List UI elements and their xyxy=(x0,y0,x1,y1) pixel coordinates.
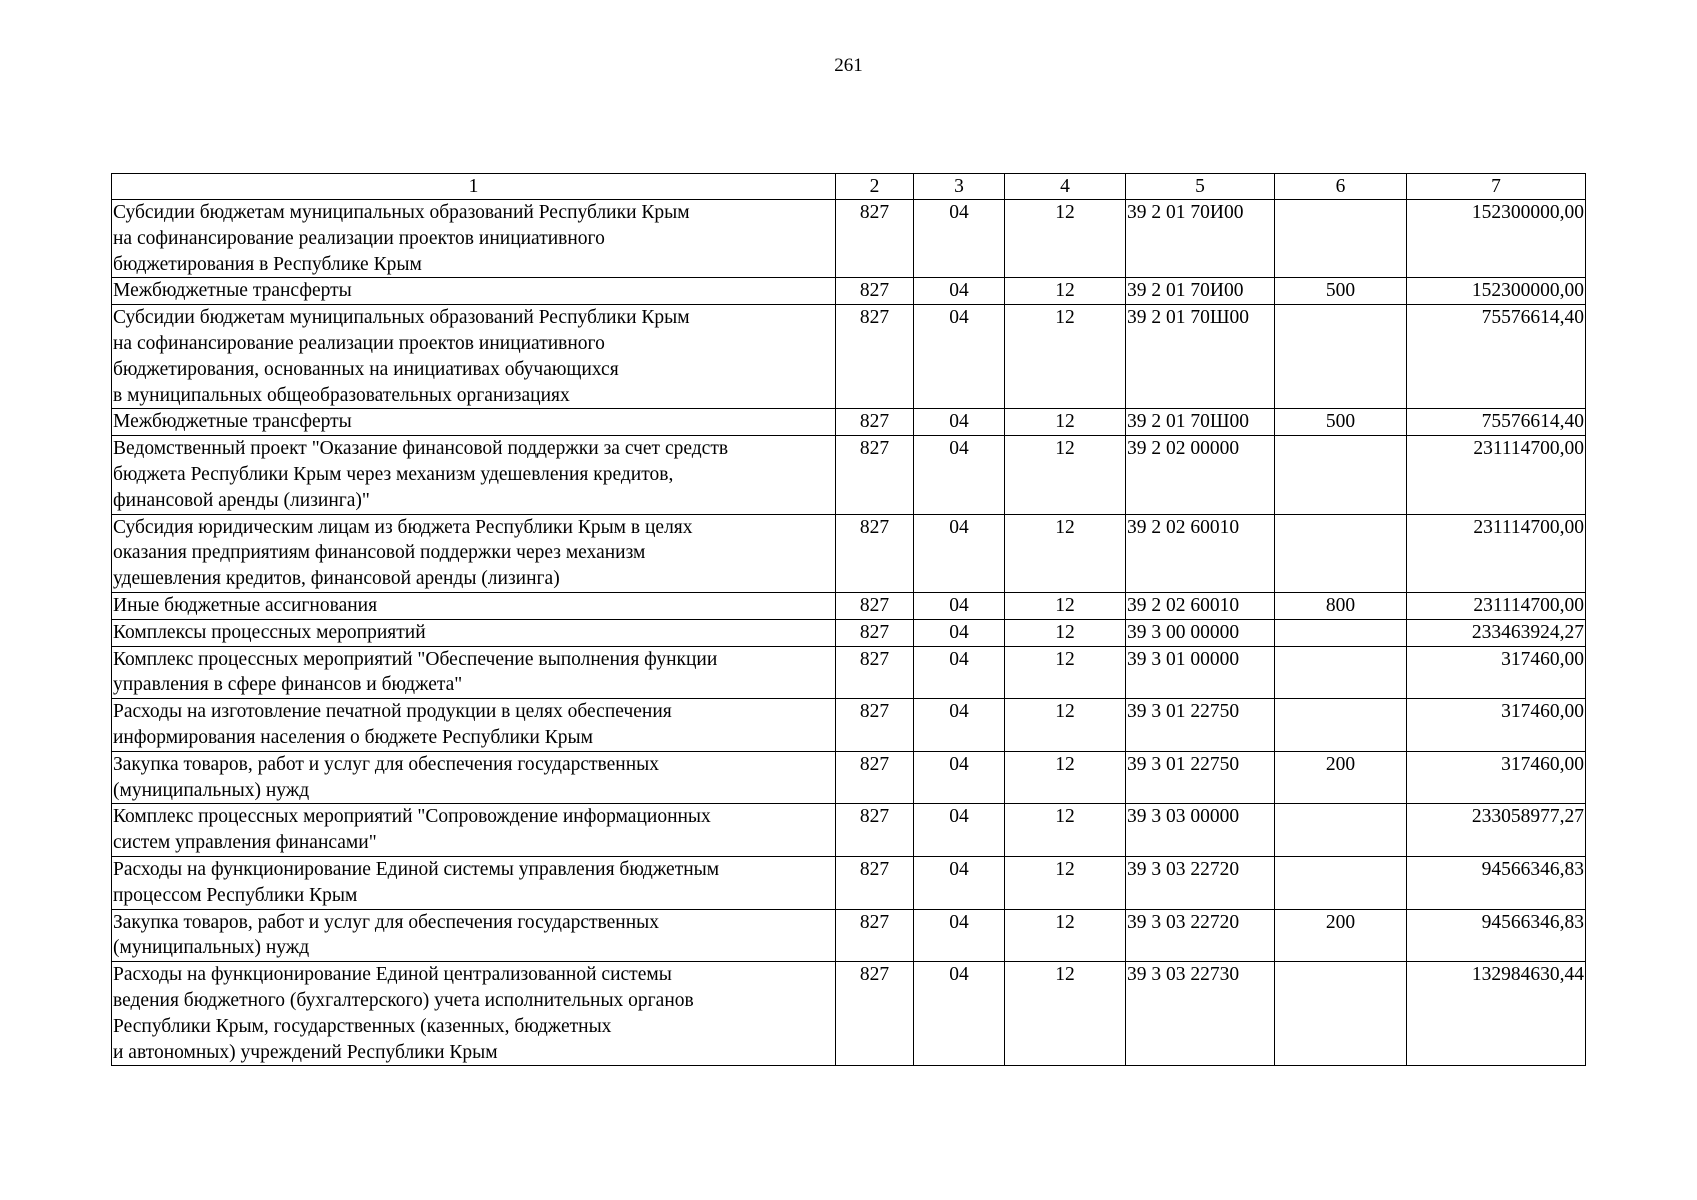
amount-cell: 231114700,00 xyxy=(1407,436,1586,514)
column-header-3: 3 xyxy=(914,174,1005,200)
expense-name-line: и автономных) учреждений Республики Крым xyxy=(113,1041,498,1063)
expense-name-line: ведения бюджетного (бухгалтерского) учета исполнительных органов xyxy=(113,989,694,1011)
amount-cell: 152300000,00 xyxy=(1407,278,1586,305)
expense-name-line: процессом Республики Крым xyxy=(113,884,358,906)
expense-type-cell: 500 xyxy=(1275,278,1407,305)
expense-name-line: Межбюджетные трансферты xyxy=(113,280,352,302)
amount-cell: 94566346,83 xyxy=(1407,909,1586,962)
budget-table xyxy=(111,173,1586,1066)
ministry-code-cell: 827 xyxy=(836,619,914,646)
expense-name-line: Комплекс процессных мероприятий "Обеспечение выполнения функции xyxy=(113,648,718,670)
expense-name-line: на софинансирование реализации проектов инициативного xyxy=(113,332,605,354)
expense-name-line: Республики Крым, государственных (казенных, бюджетных xyxy=(113,1015,612,1037)
subsection-code-cell: 12 xyxy=(1005,962,1126,1066)
section-code-cell: 04 xyxy=(914,409,1005,436)
subsection-code-cell: 12 xyxy=(1005,305,1126,409)
expense-name-line: Расходы на функционирование Единой централизованной системы xyxy=(113,964,672,986)
amount-cell: 231114700,00 xyxy=(1407,592,1586,619)
target-article-cell: 39 3 03 22730 xyxy=(1126,962,1275,1066)
expense-name-line: удешевления кредитов, финансовой аренды (лизинга) xyxy=(113,568,560,590)
expense-name-line: управления в сфере финансов и бюджета" xyxy=(113,674,463,696)
amount-cell: 152300000,00 xyxy=(1407,200,1586,278)
expense-name-cell xyxy=(112,305,836,409)
section-code-cell: 04 xyxy=(914,962,1005,1066)
table-row xyxy=(112,278,1586,305)
section-code-cell: 04 xyxy=(914,200,1005,278)
expense-name-line: Комплекс процессных мероприятий "Сопровождение информационных xyxy=(113,806,711,828)
amount-cell: 317460,00 xyxy=(1407,699,1586,752)
ministry-code-cell: 827 xyxy=(836,646,914,699)
target-article-cell: 39 2 02 60010 xyxy=(1126,592,1275,619)
table-row xyxy=(112,804,1586,857)
table-row xyxy=(112,514,1586,592)
amount-cell: 231114700,00 xyxy=(1407,514,1586,592)
ministry-code-cell: 827 xyxy=(836,278,914,305)
amount-cell: 317460,00 xyxy=(1407,751,1586,804)
subsection-code-cell: 12 xyxy=(1005,856,1126,909)
expense-type-cell: 800 xyxy=(1275,592,1407,619)
expense-name-cell xyxy=(112,699,836,752)
expense-name-cell xyxy=(112,514,836,592)
target-article-cell: 39 3 01 00000 xyxy=(1126,646,1275,699)
expense-name-cell xyxy=(112,962,836,1066)
section-code-cell: 04 xyxy=(914,619,1005,646)
table-row xyxy=(112,646,1586,699)
expense-name-cell xyxy=(112,856,836,909)
section-code-cell: 04 xyxy=(914,856,1005,909)
table-row xyxy=(112,699,1586,752)
subsection-code-cell: 12 xyxy=(1005,514,1126,592)
expense-type-cell xyxy=(1275,514,1407,592)
expense-type-cell xyxy=(1275,619,1407,646)
table-row xyxy=(112,305,1586,409)
subsection-code-cell: 12 xyxy=(1005,619,1126,646)
table-row xyxy=(112,592,1586,619)
amount-cell: 317460,00 xyxy=(1407,646,1586,699)
expense-name-line: Субсидия юридическим лицам из бюджета Республики Крым в целях xyxy=(113,516,693,538)
table-row xyxy=(112,200,1586,278)
target-article-cell: 39 3 01 22750 xyxy=(1126,751,1275,804)
subsection-code-cell: 12 xyxy=(1005,646,1126,699)
expense-name-cell xyxy=(112,646,836,699)
target-article-cell: 39 2 02 00000 xyxy=(1126,436,1275,514)
expense-name-line: Закупка товаров, работ и услуг для обеспечения государственных xyxy=(113,753,660,775)
expense-type-cell xyxy=(1275,804,1407,857)
expense-name-line: Субсидии бюджетам муниципальных образований Республики Крым xyxy=(113,307,690,329)
column-header-6: 6 xyxy=(1275,174,1407,200)
section-code-cell: 04 xyxy=(914,305,1005,409)
expense-name-line: Иные бюджетные ассигнования xyxy=(113,594,378,616)
target-article-cell: 39 2 01 70И00 xyxy=(1126,278,1275,305)
expense-type-cell xyxy=(1275,200,1407,278)
expense-name-line: бюджета Республики Крым через механизм удешевления кредитов, xyxy=(113,463,674,485)
section-code-cell: 04 xyxy=(914,646,1005,699)
column-header-7: 7 xyxy=(1407,174,1586,200)
amount-cell: 233463924,27 xyxy=(1407,619,1586,646)
target-article-cell: 39 3 03 22720 xyxy=(1126,909,1275,962)
section-code-cell: 04 xyxy=(914,804,1005,857)
expense-name-cell xyxy=(112,278,836,305)
subsection-code-cell: 12 xyxy=(1005,751,1126,804)
table-row xyxy=(112,619,1586,646)
section-code-cell: 04 xyxy=(914,751,1005,804)
subsection-code-cell: 12 xyxy=(1005,278,1126,305)
expense-name-line: бюджетирования, основанных на инициативах обучающихся xyxy=(113,358,619,380)
target-article-cell: 39 2 01 70Ш00 xyxy=(1126,409,1275,436)
expense-name-line: Расходы на функционирование Единой системы управления бюджетным xyxy=(113,858,720,880)
expense-name-cell xyxy=(112,909,836,962)
table-header xyxy=(112,174,1586,200)
expense-name-line: Ведомственный проект "Оказание финансовой поддержки за счет средств xyxy=(113,438,729,460)
table-row xyxy=(112,436,1586,514)
expense-type-cell: 200 xyxy=(1275,751,1407,804)
expense-name-line: оказания предприятиям финансовой поддержки через механизм xyxy=(113,542,646,564)
target-article-cell: 39 2 01 70Ш00 xyxy=(1126,305,1275,409)
amount-cell: 132984630,44 xyxy=(1407,962,1586,1066)
section-code-cell: 04 xyxy=(914,592,1005,619)
expense-name-line: информирования населения о бюджете Республики Крым xyxy=(113,726,593,748)
expense-name-line: на софинансирование реализации проектов инициативного xyxy=(113,227,605,249)
expense-name-cell xyxy=(112,409,836,436)
expense-name-cell xyxy=(112,804,836,857)
expense-name-line: (муниципальных) нужд xyxy=(113,779,310,801)
expense-type-cell xyxy=(1275,436,1407,514)
page-number: 261 xyxy=(834,55,863,76)
amount-cell: 75576614,40 xyxy=(1407,305,1586,409)
ministry-code-cell: 827 xyxy=(836,592,914,619)
column-header-1: 1 xyxy=(112,174,836,200)
ministry-code-cell: 827 xyxy=(836,436,914,514)
subsection-code-cell: 12 xyxy=(1005,699,1126,752)
expense-type-cell xyxy=(1275,646,1407,699)
expense-name-line: в муниципальных общеобразовательных организациях xyxy=(113,384,570,406)
table-row xyxy=(112,962,1586,1066)
ministry-code-cell: 827 xyxy=(836,856,914,909)
ministry-code-cell: 827 xyxy=(836,751,914,804)
target-article-cell: 39 3 00 00000 xyxy=(1126,619,1275,646)
subsection-code-cell: 12 xyxy=(1005,804,1126,857)
section-code-cell: 04 xyxy=(914,514,1005,592)
expense-name-cell xyxy=(112,592,836,619)
table-row xyxy=(112,856,1586,909)
expense-name-line: систем управления финансами" xyxy=(113,832,377,854)
expense-name-line: Расходы на изготовление печатной продукции в целях обеспечения xyxy=(113,701,672,723)
ministry-code-cell: 827 xyxy=(836,305,914,409)
table-body xyxy=(112,200,1586,1066)
section-code-cell: 04 xyxy=(914,278,1005,305)
ministry-code-cell: 827 xyxy=(836,804,914,857)
expense-name-cell xyxy=(112,436,836,514)
table-row xyxy=(112,409,1586,436)
expense-name-cell xyxy=(112,751,836,804)
subsection-code-cell: 12 xyxy=(1005,909,1126,962)
amount-cell: 94566346,83 xyxy=(1407,856,1586,909)
expense-name-line: Комплексы процессных мероприятий xyxy=(113,621,426,643)
expense-type-cell: 200 xyxy=(1275,909,1407,962)
expense-name-line: Межбюджетные трансферты xyxy=(113,411,352,433)
target-article-cell: 39 3 01 22750 xyxy=(1126,699,1275,752)
expense-name-line: финансовой аренды (лизинга)" xyxy=(113,489,370,511)
amount-cell: 75576614,40 xyxy=(1407,409,1586,436)
target-article-cell: 39 2 01 70И00 xyxy=(1126,200,1275,278)
expense-type-cell xyxy=(1275,699,1407,752)
ministry-code-cell: 827 xyxy=(836,409,914,436)
table-row xyxy=(112,909,1586,962)
expense-name-cell xyxy=(112,619,836,646)
header-row xyxy=(112,174,1586,200)
expense-type-cell xyxy=(1275,856,1407,909)
target-article-cell: 39 3 03 00000 xyxy=(1126,804,1275,857)
section-code-cell: 04 xyxy=(914,436,1005,514)
ministry-code-cell: 827 xyxy=(836,514,914,592)
expense-name-line: Закупка товаров, работ и услуг для обеспечения государственных xyxy=(113,911,660,933)
expense-type-cell xyxy=(1275,305,1407,409)
expense-type-cell xyxy=(1275,962,1407,1066)
section-code-cell: 04 xyxy=(914,909,1005,962)
target-article-cell: 39 2 02 60010 xyxy=(1126,514,1275,592)
subsection-code-cell: 12 xyxy=(1005,592,1126,619)
column-header-2: 2 xyxy=(836,174,914,200)
expense-name-line: бюджетирования в Республике Крым xyxy=(113,253,422,275)
target-article-cell: 39 3 03 22720 xyxy=(1126,856,1275,909)
subsection-code-cell: 12 xyxy=(1005,436,1126,514)
ministry-code-cell: 827 xyxy=(836,962,914,1066)
expense-type-cell: 500 xyxy=(1275,409,1407,436)
section-code-cell: 04 xyxy=(914,699,1005,752)
expense-name-line: Субсидии бюджетам муниципальных образований Республики Крым xyxy=(113,202,690,223)
column-header-4: 4 xyxy=(1005,174,1126,200)
amount-cell: 233058977,27 xyxy=(1407,804,1586,857)
ministry-code-cell: 827 xyxy=(836,699,914,752)
column-header-5: 5 xyxy=(1126,174,1275,200)
expense-name-cell xyxy=(112,200,836,278)
table-row xyxy=(112,751,1586,804)
ministry-code-cell: 827 xyxy=(836,200,914,278)
subsection-code-cell: 12 xyxy=(1005,409,1126,436)
ministry-code-cell: 827 xyxy=(836,909,914,962)
expense-name-line: (муниципальных) нужд xyxy=(113,937,310,959)
subsection-code-cell: 12 xyxy=(1005,200,1126,278)
